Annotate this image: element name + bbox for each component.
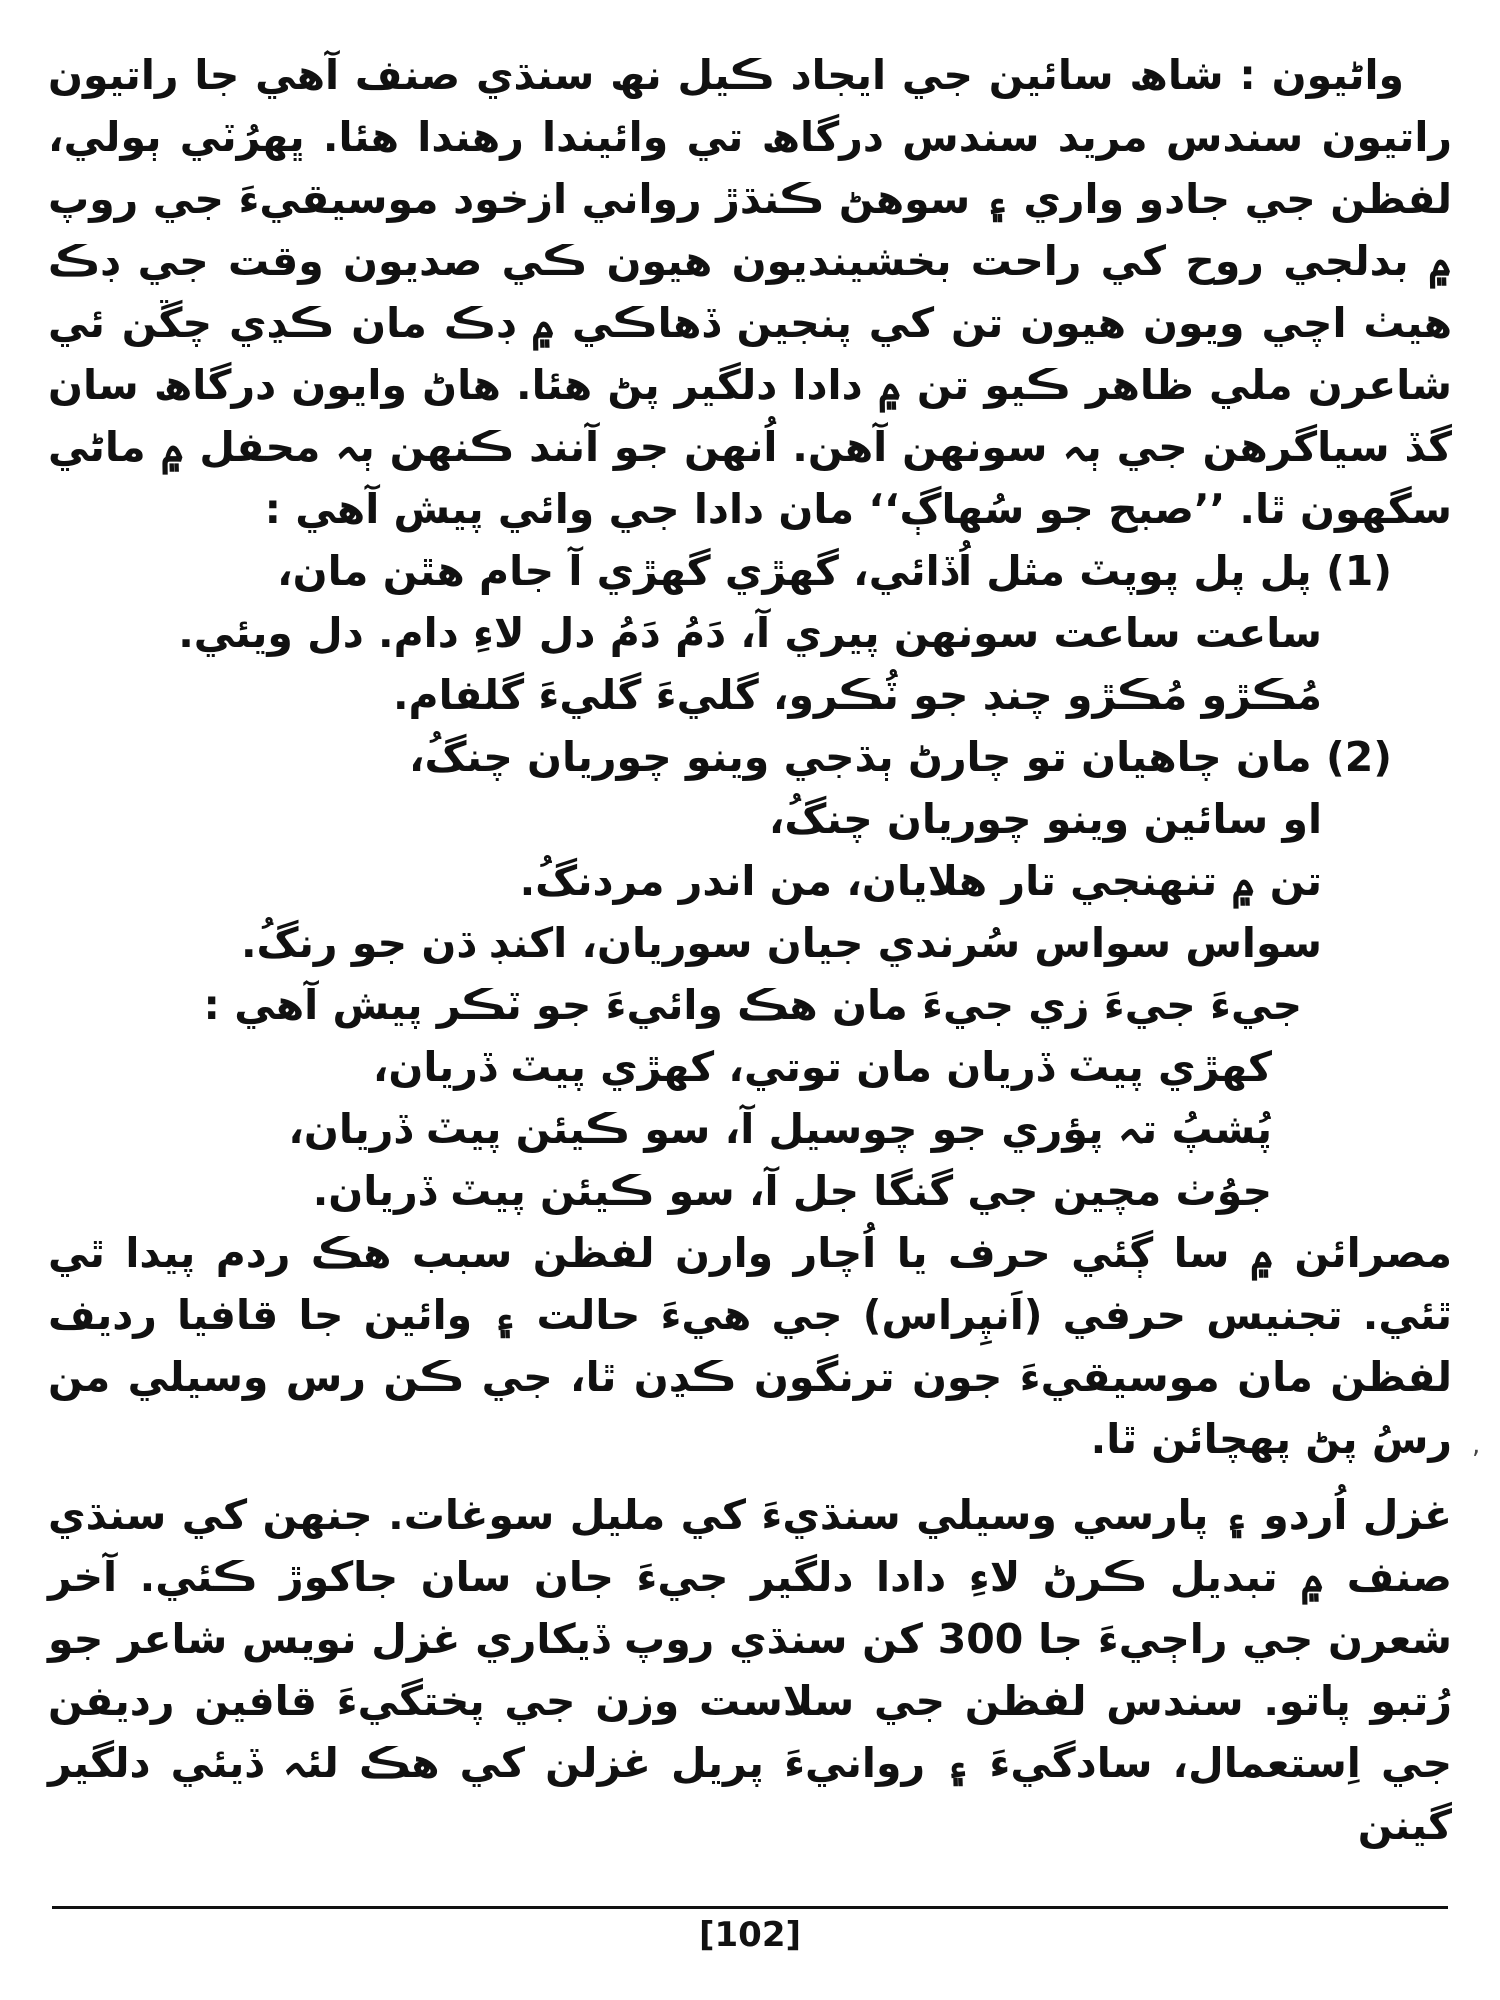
verse-line: سواس سواس سُرندي جيان سوريان، اکنڊ ڌن جو رنگُ. [240, 919, 1322, 967]
verse-block-1 [48, 540, 1452, 726]
quote-line: جوُٺ مچين جي گنگا جل آ، سو ڪيئن پيٽ ڏريان. [312, 1167, 1272, 1215]
paragraph-ghazal: غزل اُردو ۽ پارسي وسيلي سنڌيءَ کي مليل سوغات. جنھن کي سنڌي صنف ۾ تبديل ڪرڻ لاءِ دادا دلگير جيءَ جان سان جاکوڙ ڪئي. آخر شعرن جي راڄيءَ جا 300 کن سنڌي روپ ڏيکاري غزل نويس شاعر جو رُتبو پاتو. سندس لفظن جي سلاست وزن جي پختگيءَ قافين رديفن جي اِستعمال، سادگيءَ ۽ روانيءَ پريل غزلن کي ھڪ لئہ ڏيئي دلگير گينن [48, 1491, 1452, 1849]
page-number: [102] [698, 1915, 802, 1955]
verse-text: مان چاھيان تو چارڻ ٻڌجي وينو چوريان چنگُ، [408, 733, 1312, 781]
verse-line: ساعت ساعت سونھن پيري آ، دَمُ دَمُ دل لاءِ دام. دل ويئي. [178, 609, 1322, 657]
verse-block-2 [48, 726, 1452, 974]
verse-line: تن ۾ تنھنجي تار ھلايان، من اندر مردنگُ. [519, 857, 1322, 905]
quote-line: کھڙي پيٽ ڏريان مان توتي، کھڙي پيٽ ڏريان، [372, 1043, 1272, 1091]
quote-block [48, 974, 1452, 1222]
quote-line: پُشپُ تہ پؤري جو چوسيل آ، سو ڪيئن پيٽ ڏريان، [288, 1105, 1272, 1153]
paragraph-rhythm: مصرائن ۾ سا ڳئي حرف يا اُچار وارن لفظن سبب ھڪ ردم پيدا ٿي ٿئي. تجنيس حرفي (اَنپِراس) جي ھيءَ حالت ۽ وائين جا قافيا رديف لفظن مان موسيقيءَ جون ترنگون ڪڍن ٿا، جي ڪن رس وسيلي من رسُ پڻ پھچائن ٿا. [48, 1229, 1452, 1463]
verse-number: (2) [1325, 733, 1392, 781]
paragraph-intro: واڻيون : شاھ سائين جي ايجاد ڪيل نھ سنڌي صنف آھي جا راتيون راتيون سندس مريد سندس درگاھ تي وائيندا رھندا ھئا. ڀھرُٽي ٻولي، لفظن جي جادو واري ۽ سوھڻ ڪنڌڙ رواني ازخود موسيقيءَ جي روپ ۾ بدلجي روح کي راحت بخشينديون ھيون ڪي صديون وقت جي ڊڪ ھيٺ اچي ويون ھيون تن کي پنجين ڏھاڪي ۾ ڊڪ مان ڪڍي چڱن ئي شاعرن ملي ظاھر ڪيو تن ۾ دادا دلگير پڻ ھئا. ھاڻ وايون درگاھ سان گڏ سياگرھن جي ٻہ سونھن آھن. اُنھن جو آنند ڪنھن ٻہ محفل ۾ ماڻي سگھون ٿا. ’’صبح جو سُھاڳ‘‘ مان دادا جي وائي پيش آھي : [48, 51, 1452, 533]
body-text [48, 44, 1452, 1856]
verse-number: (1) [1325, 547, 1392, 595]
verse-line [48, 540, 1452, 602]
verse-line: مُڪڙو مُڪڙو چنڊ جو ٽُڪرو، گليءَ گليءَ گلفام. [392, 671, 1322, 719]
verse-line: او سائين وينو چوريان چنگُ، [768, 795, 1322, 843]
quote-intro: جيءَ جيءَ زي جيءَ مان ھڪ وائيءَ جو ٽڪر پيش آھي : [203, 981, 1302, 1029]
verse-text: پل پل پوپٽ مثل اُڏائي، گھڙي گھڙي آ جام ھٿن مان، [277, 547, 1312, 595]
footer-rule [52, 1906, 1448, 1909]
verse-line [48, 726, 1452, 788]
margin-mark: , [1472, 1430, 1481, 1460]
